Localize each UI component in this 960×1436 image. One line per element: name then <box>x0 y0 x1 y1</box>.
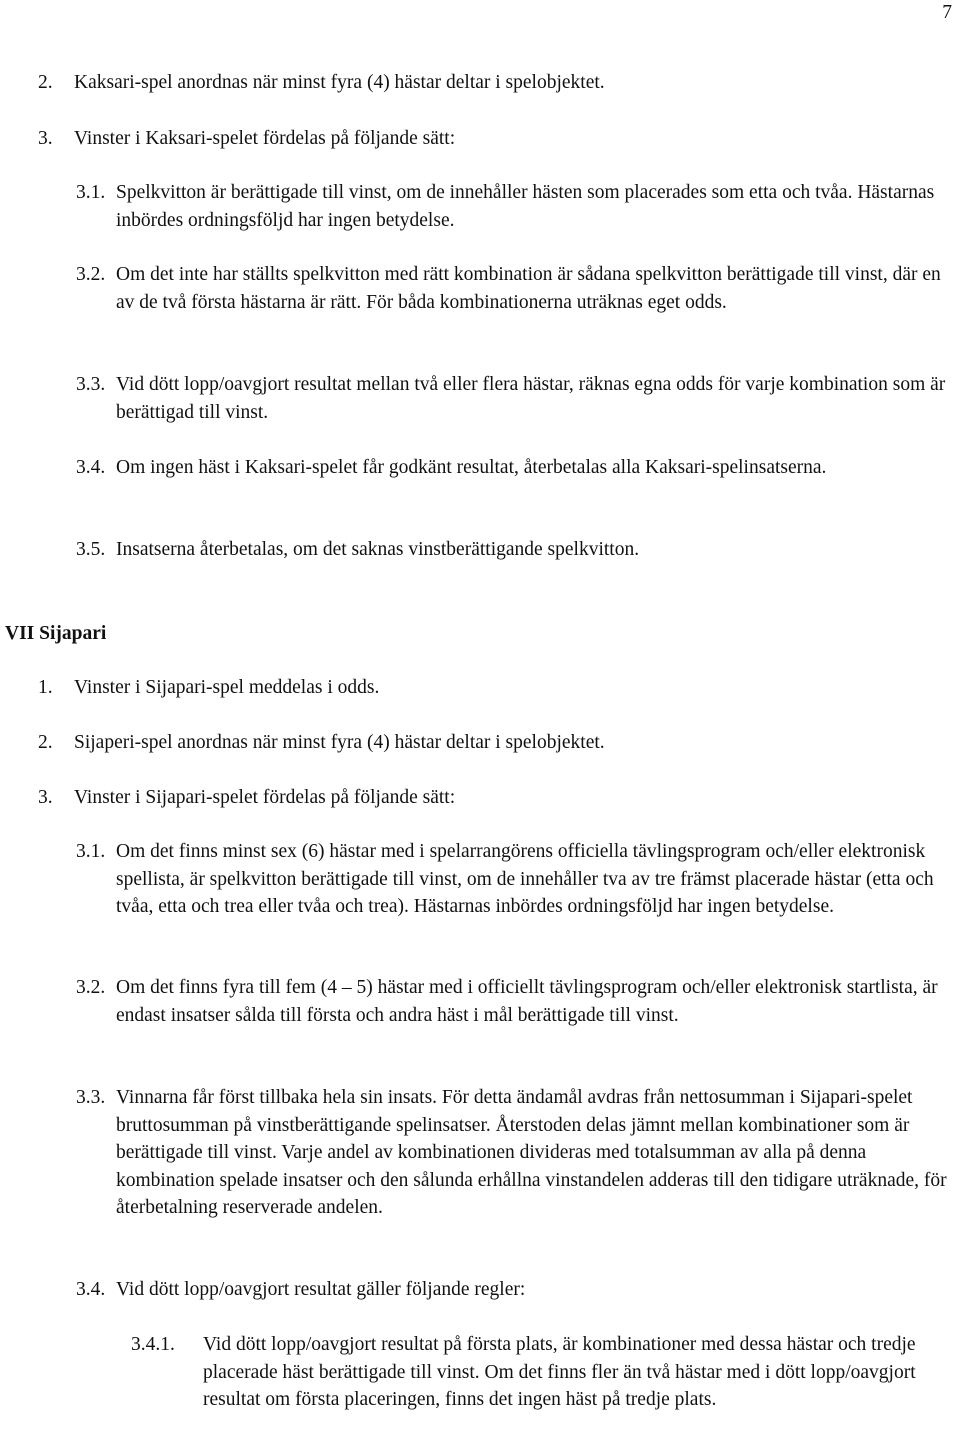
item-text: Vinster i Kaksari-spelet fördelas på följande sätt: <box>74 128 456 149</box>
item-text: Insatserna återbetalas, om det saknas vinstberättigande spelkvitton. <box>116 539 640 560</box>
item-number: 3.4. <box>76 1279 106 1300</box>
list-item <box>38 69 938 97</box>
item-number: 3.4.1. <box>131 1334 175 1355</box>
item-number: 3. <box>38 128 53 149</box>
list-item <box>38 125 938 153</box>
item-number: 3.4. <box>76 457 106 478</box>
list-item <box>38 729 938 757</box>
list-item <box>131 1331 946 1414</box>
item-number: 3.2. <box>76 264 106 285</box>
item-number: 2. <box>38 72 53 93</box>
list-item <box>76 536 946 564</box>
page-number: 7 <box>942 2 952 23</box>
item-number: 3.3. <box>76 1087 106 1108</box>
section-heading: VII Sijapari <box>5 623 107 644</box>
item-number: 1. <box>38 677 53 698</box>
list-item <box>76 1276 950 1304</box>
item-text: Om det finns fyra till fem (4 – 5) hästar med i officiellt tävlingsprogram och/eller elektronisk startlista, är endast insatser sålda till första och andra häst i mål berättigade till vinst. <box>116 977 938 1026</box>
item-text: Sijaperi-spel anordnas när minst fyra (4) hästar deltar i spelobjektet. <box>74 732 605 753</box>
item-number: 2. <box>38 732 53 753</box>
item-number: 3.1. <box>76 841 106 862</box>
item-number: 3.1. <box>76 182 106 203</box>
item-text: Vid dött lopp/oavgjort resultat på första plats, är kombinationer med dessa hästar och tredje placerade häst berättigade till vinst. Om det finns fler än två hästar med i dött lopp/oavgjort resultat om första placeringen, finns det ingen häst på tredje plats. <box>203 1334 916 1410</box>
list-item <box>38 674 938 702</box>
item-text: Vinnarna får först tillbaka hela sin insats. För detta ändamål avdras från nettosumman i Sijapari-spelet bruttosumman på vinstberättigande spelinsatser. Återstoden delas jämnt mellan kombinationer som är berättigade till vinst. Varje andel av kombinationen divideras med totalsumman av alla på denna kombination spelade insatser och den sålunda erhållna vinstandelen adderas till den tidigare uträknade, för återbetalning reserverade andelen. <box>116 1087 947 1218</box>
item-number: 3.5. <box>76 539 106 560</box>
item-text: Om det finns minst sex (6) hästar med i spelarrangörens officiella tävlingsprogram och/eller elektronisk spellista, är spelkvitton berättigade till vinst, om de innehåller tva av tre främst placerade hästar (etta och tvåa, etta och trea eller tvåa och trea). Hästarnas inbördes ordningsföljd har ingen betydelse. <box>116 841 934 917</box>
item-number: 3. <box>38 787 53 808</box>
list-item <box>76 179 946 234</box>
list-item <box>76 261 946 316</box>
item-text: Om ingen häst i Kaksari-spelet får godkänt resultat, återbetalas alla Kaksari-spelinsatserna. <box>116 457 827 478</box>
item-number: 3.2. <box>76 977 106 998</box>
list-item <box>76 454 876 482</box>
list-item <box>76 1084 950 1222</box>
item-text: Om det inte har ställts spelkvitton med rätt kombination är sådana spelkvitton berättigade till vinst, där en av de två första hästarna är rätt. För båda kombinationerna uträknas eget odds. <box>116 264 941 313</box>
item-text: Spelkvitton är berättigade till vinst, om de innehåller hästen som placerades som etta och tvåa. Hästarnas inbördes ordningsföljd har ingen betydelse. <box>116 182 935 231</box>
list-item <box>76 371 946 426</box>
list-item <box>38 784 938 812</box>
item-text: Vinster i Sijapari-spelet fördelas på följande sätt: <box>74 787 456 808</box>
item-text: Kaksari-spel anordnas när minst fyra (4) hästar deltar i spelobjektet. <box>74 72 605 93</box>
item-text: Vinster i Sijapari-spel meddelas i odds. <box>74 677 380 698</box>
item-number: 3.3. <box>76 374 106 395</box>
list-item <box>76 974 950 1029</box>
list-item <box>76 838 950 921</box>
item-text: Vid dött lopp/oavgjort resultat gäller följande regler: <box>116 1279 526 1300</box>
item-text: Vid dött lopp/oavgjort resultat mellan två eller flera hästar, räknas egna odds för varje kombination som är berättigad till vinst. <box>116 374 946 423</box>
